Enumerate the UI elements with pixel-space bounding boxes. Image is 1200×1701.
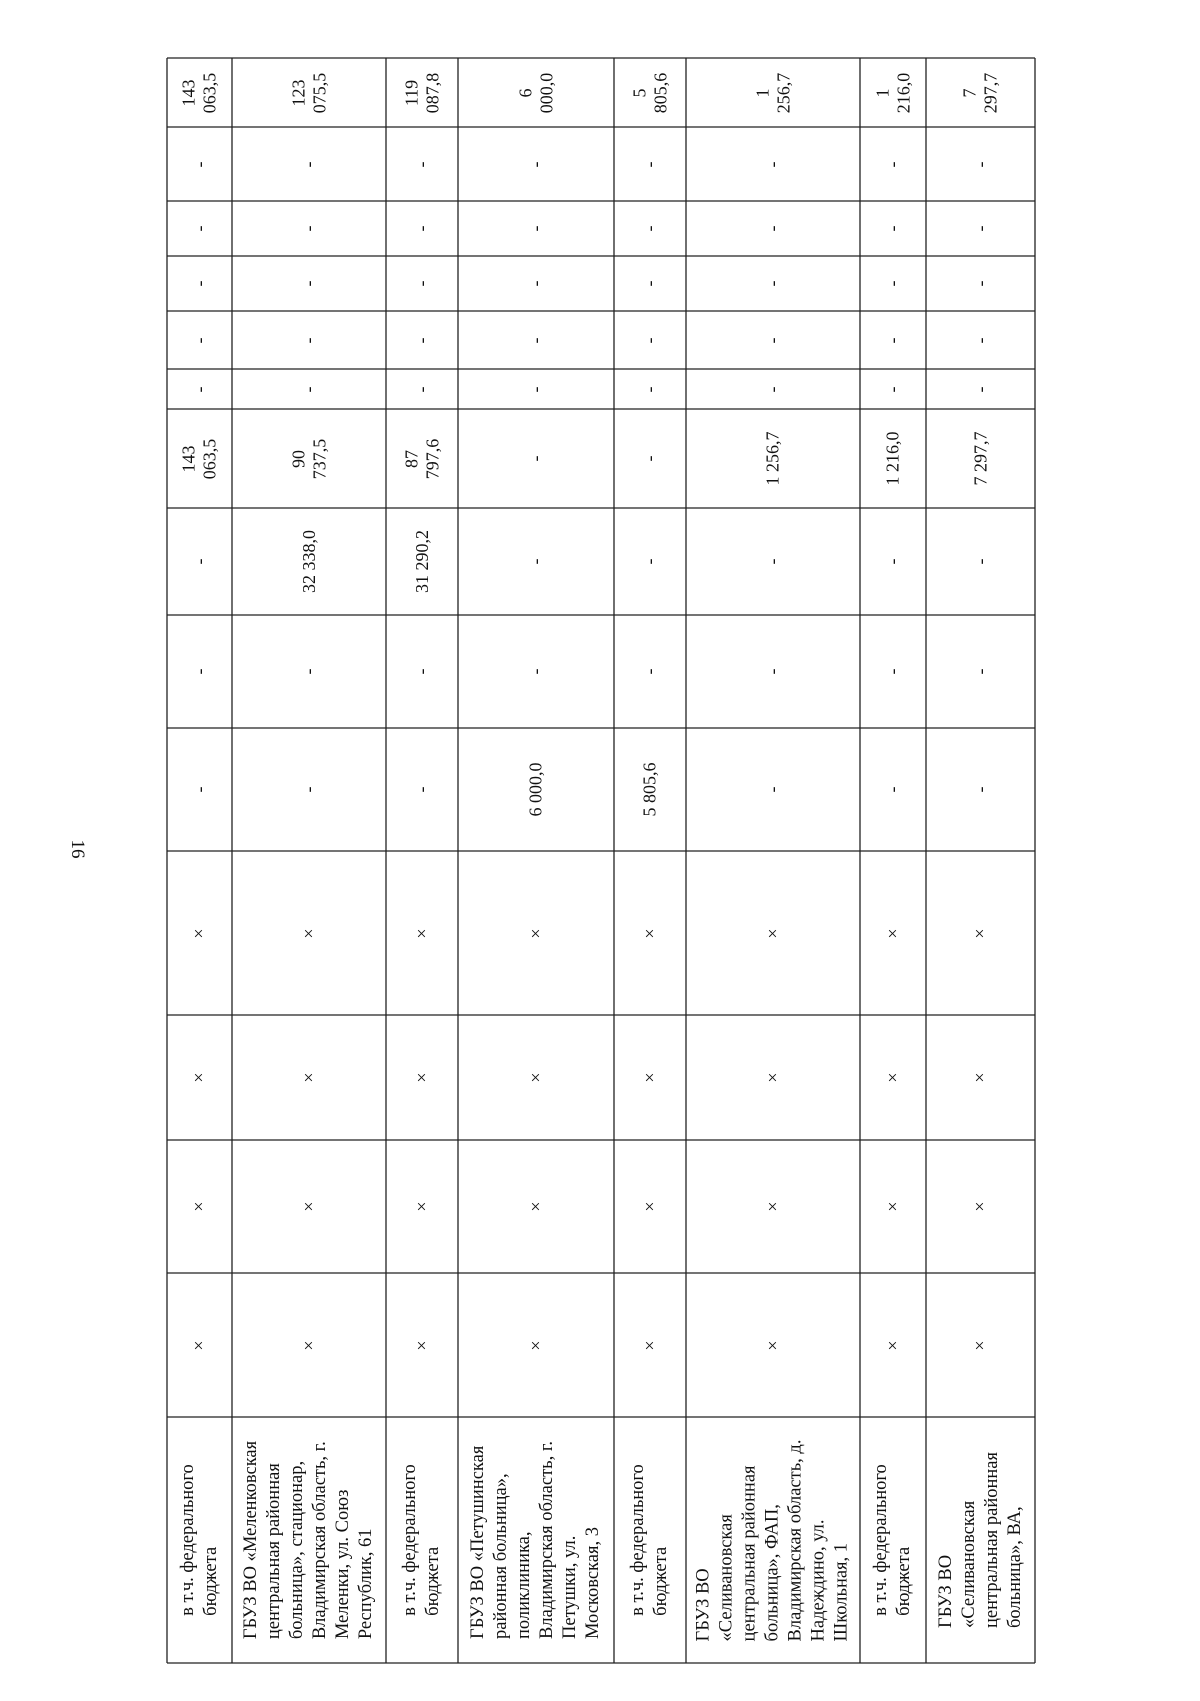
- table-cell: [232, 851, 386, 1015]
- table-cell-value: ×: [882, 1201, 903, 1212]
- table-cell-value: -: [298, 386, 319, 392]
- table-cell-value: -: [762, 386, 783, 392]
- table-cell-value: 1 216,0: [882, 431, 903, 486]
- table-cell-value: -: [525, 558, 546, 565]
- table-cell-value: -: [639, 558, 660, 565]
- table-cell-value: ×: [525, 1072, 546, 1083]
- table-cell: [167, 508, 232, 615]
- table-cell: [614, 201, 686, 256]
- table-cell: [926, 369, 1035, 409]
- table-cell-value: -: [762, 337, 783, 343]
- table-cell: [458, 851, 614, 1015]
- table-cell: [614, 256, 686, 311]
- table-cell-value: ×: [970, 927, 990, 939]
- table-cell: [926, 201, 1035, 256]
- table-cell: [926, 728, 1035, 851]
- table-cell-value: ×: [762, 1072, 783, 1083]
- table-cell-value: ×: [639, 1201, 660, 1212]
- table-cell-value: ×: [639, 1072, 660, 1083]
- table-cell-value: ×: [639, 927, 660, 939]
- table-cell: [686, 409, 860, 508]
- table-cell-value: ×: [639, 1339, 660, 1351]
- table-cell-value: -: [639, 161, 660, 167]
- table-cell: [860, 369, 926, 409]
- table-cell-value: ×: [762, 1339, 783, 1351]
- row-description: [458, 1417, 614, 1663]
- table-cell-value: -: [639, 668, 660, 675]
- table-cell-value: -: [762, 225, 783, 232]
- table-cell-value: -: [639, 455, 660, 462]
- row-description-text: в т.ч. федерального бюджета: [400, 1464, 444, 1616]
- table-cell: [458, 508, 614, 615]
- table-cell-value: -: [639, 225, 660, 232]
- table-cell: [686, 369, 860, 409]
- table-cell-value: -: [189, 786, 209, 793]
- table-cell: [167, 256, 232, 311]
- table-cell: [458, 1140, 614, 1273]
- table-cell-value: -: [762, 280, 783, 287]
- table-cell-value: -: [762, 786, 783, 793]
- table-cell: [614, 508, 686, 615]
- row-description: [386, 1417, 458, 1663]
- table-cell-value: ×: [298, 927, 319, 939]
- table-cell-value: -: [762, 668, 783, 675]
- row-description: [232, 1417, 386, 1663]
- table-cell: [458, 58, 614, 127]
- table-cell: [232, 311, 386, 369]
- table-cell: [167, 1015, 232, 1140]
- table-cell-value: ×: [525, 1339, 546, 1351]
- table-cell-value: 5 805,6: [629, 72, 670, 113]
- table-cell: [860, 728, 926, 851]
- table-cell: [232, 256, 386, 311]
- table-cell-value: ×: [411, 927, 432, 939]
- table-cell: [386, 1015, 458, 1140]
- table-cell: [458, 127, 614, 201]
- table-cell: [686, 728, 860, 851]
- table-cell: [926, 409, 1035, 508]
- table-cell: [926, 1015, 1035, 1140]
- table-cell: [167, 1140, 232, 1273]
- table-cell-value: -: [298, 668, 319, 675]
- table-cell: [458, 728, 614, 851]
- table-cell-value: -: [882, 337, 903, 343]
- table-cell: [167, 311, 232, 369]
- table-cell: [232, 1273, 386, 1417]
- table-cell: [926, 1273, 1035, 1417]
- table-cell-value: 87 797,6: [401, 438, 442, 479]
- row-description: [860, 1417, 926, 1663]
- table-cell: [860, 508, 926, 615]
- table-cell: [860, 851, 926, 1015]
- table-cell: [167, 369, 232, 409]
- table-cell-value: -: [189, 161, 209, 167]
- table-cell-value: -: [882, 786, 903, 793]
- table-cell-value: -: [525, 386, 546, 392]
- row-description: [614, 1417, 686, 1663]
- table-cell-value: -: [189, 337, 209, 343]
- table-cell-value: -: [411, 386, 432, 392]
- table-cell-value: -: [882, 386, 903, 392]
- row-description: [926, 1417, 1035, 1663]
- table-cell-value: -: [762, 161, 783, 167]
- table-cell: [686, 201, 860, 256]
- table-cell-value: 5 805,6: [639, 762, 660, 817]
- table-cell-value: 143 063,5: [178, 438, 220, 479]
- table-cell-value: -: [411, 337, 432, 343]
- table-cell-value: -: [189, 280, 209, 287]
- row-description-text: в т.ч. федерального бюджета: [177, 1464, 221, 1616]
- table-cell-value: -: [189, 558, 209, 565]
- table-cell-value: -: [970, 337, 990, 343]
- table-cell-value: -: [298, 225, 319, 232]
- table-cell: [614, 127, 686, 201]
- table-cell: [386, 58, 458, 127]
- table-cell: [386, 311, 458, 369]
- table-cell: [386, 1140, 458, 1273]
- table-cell: [860, 615, 926, 728]
- table-cell-value: -: [882, 280, 903, 287]
- page-number: 16: [67, 839, 88, 859]
- table-cell-value: ×: [762, 1201, 783, 1212]
- table-cell: [860, 58, 926, 127]
- table-cell: [386, 409, 458, 508]
- table-cell: [860, 1015, 926, 1140]
- table-cell-value: ×: [189, 927, 209, 939]
- table-cell-value: -: [189, 386, 209, 392]
- table-cell-value: -: [639, 337, 660, 343]
- table-cell-value: -: [970, 386, 990, 392]
- table-cell-value: -: [411, 280, 432, 287]
- table-cell-value: -: [525, 280, 546, 287]
- table-cell-value: 90 737,5: [288, 438, 329, 479]
- table-cell-value: 119 087,8: [401, 72, 442, 113]
- table-cell: [860, 201, 926, 256]
- table-cell: [458, 311, 614, 369]
- table-cell: [686, 1015, 860, 1140]
- row-description-text: в т.ч. федерального бюджета: [628, 1464, 672, 1616]
- table-cell: [458, 409, 614, 508]
- table-cell-value: 31 290,2: [411, 530, 432, 593]
- table-cell: [926, 58, 1035, 127]
- table-cell-value: -: [411, 225, 432, 232]
- table-cell-value: -: [189, 668, 209, 675]
- table-cell: [458, 201, 614, 256]
- table-cell: [386, 256, 458, 311]
- table-cell: [686, 1140, 860, 1273]
- table-cell: [458, 615, 614, 728]
- table-cell-value: -: [525, 337, 546, 343]
- table-cell-value: -: [882, 558, 903, 565]
- table-cell: [614, 1273, 686, 1417]
- row-description-text: ГБУЗ ВО «Петушинская районная больница», поликлиника, Владимирская область, г. Петушки, ул. Московская, 3: [468, 1441, 604, 1639]
- table-cell: [232, 728, 386, 851]
- table-cell-value: 1 256,7: [762, 431, 783, 486]
- table-cell: [232, 1015, 386, 1140]
- table-cell: [614, 369, 686, 409]
- table-cell: [686, 851, 860, 1015]
- table-cell: [686, 1273, 860, 1417]
- table-cell: [614, 851, 686, 1015]
- table-cell-value: -: [970, 280, 990, 287]
- table-cell: [614, 615, 686, 728]
- table-cell-value: 143 063,5: [178, 72, 220, 113]
- table-cell-value: ×: [298, 1072, 319, 1083]
- table-cell: [686, 58, 860, 127]
- table-cell-value: ×: [298, 1339, 319, 1351]
- table-cell: [686, 256, 860, 311]
- table-cell: [458, 256, 614, 311]
- table-cell: [686, 311, 860, 369]
- table-cell-value: -: [525, 225, 546, 232]
- table-cell: [860, 1273, 926, 1417]
- row-description-text: в т.ч. федерального бюджета: [871, 1464, 915, 1616]
- row-description: [167, 1417, 232, 1663]
- table-cell: [926, 615, 1035, 728]
- table-cell: [386, 851, 458, 1015]
- row-description-text: ГБУЗ ВО «Меленковская центральная районная больница», стационар, Владимирская область, г. Меленки, ул. Союз Республик, 61: [241, 1440, 377, 1640]
- table-cell: [614, 728, 686, 851]
- table-cell-value: -: [298, 786, 319, 793]
- table-cell-value: ×: [411, 1339, 432, 1351]
- table-cell: [167, 851, 232, 1015]
- table-cell: [686, 508, 860, 615]
- table-cell-value: -: [882, 161, 903, 167]
- row-description-text: ГБУЗ ВО «Селивановская центральная районная больница», ФАП, Владимирская область, д. Надеждино, ул. Школьная, 1: [693, 1439, 852, 1641]
- table-cell-value: -: [411, 786, 432, 793]
- table-cell: [860, 1140, 926, 1273]
- table-cell: [926, 256, 1035, 311]
- table-cell: [232, 409, 386, 508]
- table-cell-value: -: [298, 280, 319, 287]
- table-cell-value: -: [525, 455, 546, 462]
- table-cell: [167, 127, 232, 201]
- table-cell: [167, 615, 232, 728]
- table-cell-value: 6 000,0: [515, 72, 556, 113]
- table-cell-value: ×: [411, 1201, 432, 1212]
- table-cell-value: ×: [762, 927, 783, 939]
- table-cell: [926, 851, 1035, 1015]
- table-cell-value: -: [298, 161, 319, 167]
- table-cell: [614, 1015, 686, 1140]
- table-cell-value: -: [411, 161, 432, 167]
- table-cell-value: ×: [882, 1072, 903, 1083]
- table-cell-value: ×: [189, 1072, 209, 1083]
- table-cell: [232, 201, 386, 256]
- table-cell: [614, 311, 686, 369]
- table-cell: [860, 311, 926, 369]
- table-cell: [232, 127, 386, 201]
- table-cell-value: ×: [411, 1072, 432, 1083]
- table-cell: [167, 58, 232, 127]
- row-description-text: ГБУЗ ВО «Селивановская центральная районная больница», ВА,: [935, 1452, 1025, 1628]
- table-cell-value: -: [970, 161, 990, 167]
- table-cell: [167, 728, 232, 851]
- table-cell-value: 32 338,0: [298, 530, 319, 593]
- table-cell: [232, 58, 386, 127]
- table-cell: [386, 508, 458, 615]
- table-cell: [614, 58, 686, 127]
- table-cell-value: ×: [525, 927, 546, 939]
- table-cell-value: 6 000,0: [525, 762, 546, 817]
- table-cell-value: -: [189, 225, 209, 232]
- table-cell: [386, 615, 458, 728]
- table-cell: [926, 1140, 1035, 1273]
- table-cell-value: ×: [525, 1201, 546, 1212]
- table-cell-value: ×: [298, 1201, 319, 1212]
- table-cell: [386, 728, 458, 851]
- table-cell: [232, 615, 386, 728]
- table-cell-value: 7 297,7: [970, 431, 990, 486]
- table-cell: [232, 369, 386, 409]
- table-cell: [232, 508, 386, 615]
- table-cell-value: ×: [970, 1201, 990, 1212]
- table-cell: [386, 127, 458, 201]
- table-cell-value: -: [525, 668, 546, 675]
- table-cell: [686, 615, 860, 728]
- table-cell-value: ×: [970, 1339, 990, 1351]
- row-description: [686, 1417, 860, 1663]
- table-cell: [458, 1015, 614, 1140]
- table-cell: [926, 311, 1035, 369]
- table-cell-value: ×: [970, 1072, 990, 1083]
- table-cell-value: -: [882, 225, 903, 232]
- table-cell: [232, 1140, 386, 1273]
- table-cell-value: -: [970, 668, 990, 675]
- table-cell: [686, 127, 860, 201]
- table-cell-value: -: [639, 386, 660, 392]
- table-cell-value: -: [882, 668, 903, 675]
- table-cell: [458, 369, 614, 409]
- table-cell-value: -: [298, 337, 319, 343]
- table-cell-value: -: [762, 558, 783, 565]
- table-cell: [614, 1140, 686, 1273]
- table-cell: [458, 1273, 614, 1417]
- table-cell: [860, 256, 926, 311]
- table-cell-value: ×: [189, 1201, 209, 1212]
- table-cell-value: -: [639, 280, 660, 287]
- table-cell-value: -: [970, 225, 990, 232]
- table-cell: [860, 409, 926, 508]
- table-cell: [614, 409, 686, 508]
- table-cell: [386, 1273, 458, 1417]
- table-cell: [167, 409, 232, 508]
- table-cell: [167, 1273, 232, 1417]
- table-cell: [386, 201, 458, 256]
- table-cell-value: -: [970, 558, 990, 565]
- table-cell-value: 1 216,0: [872, 72, 913, 113]
- table-cell-value: -: [411, 668, 432, 675]
- table-cell-value: ×: [189, 1339, 209, 1351]
- table-cell: [926, 508, 1035, 615]
- table-cell-value: 7 297,7: [959, 72, 1001, 113]
- table-cell-value: ×: [882, 1339, 903, 1351]
- table-cell-value: 1 256,7: [752, 72, 793, 113]
- table-cell-value: 123 075,5: [288, 72, 329, 113]
- table-cell: [167, 201, 232, 256]
- table-cell-value: ×: [882, 927, 903, 939]
- table-cell-value: -: [525, 161, 546, 167]
- table-cell: [926, 127, 1035, 201]
- table-cell: [386, 369, 458, 409]
- table-cell: [860, 127, 926, 201]
- table-cell-value: -: [970, 786, 990, 793]
